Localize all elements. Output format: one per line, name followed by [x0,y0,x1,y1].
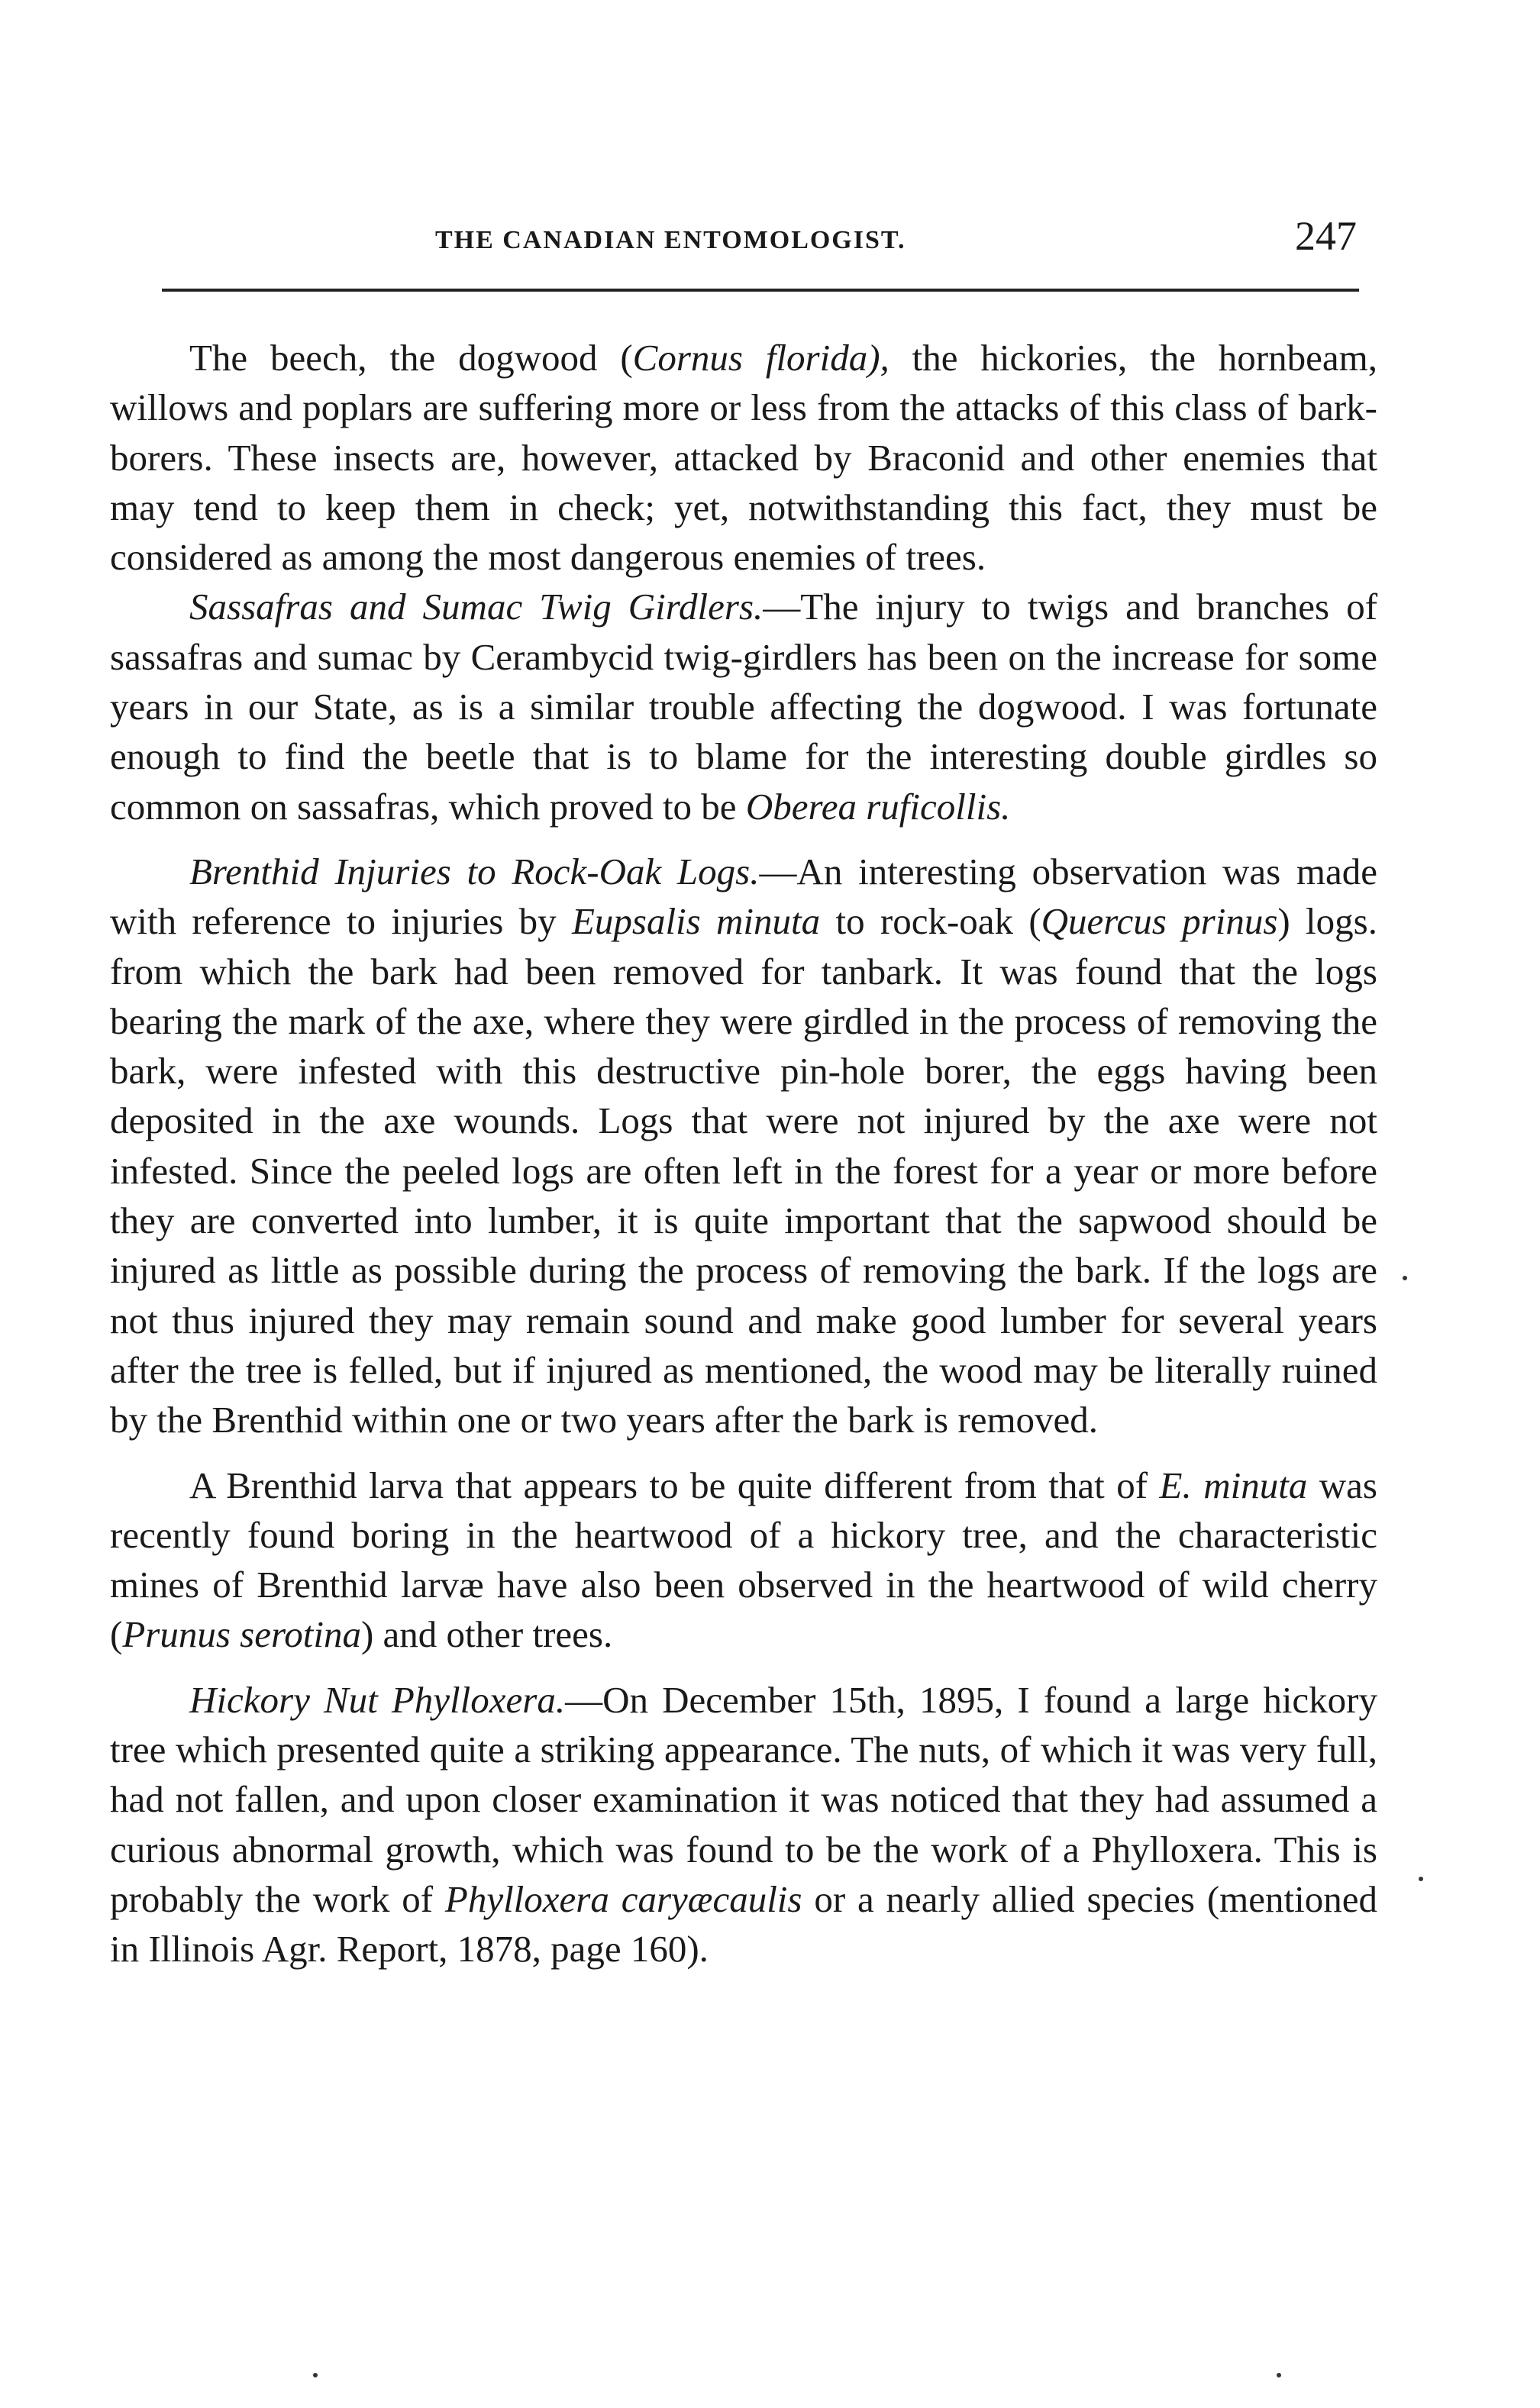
paragraph-twig-girdlers: Sassafras and Sumac Twig Girdlers.—The injury to twigs and branches of sassafras and sumac by Cerambycid twig-girdlers has been on the increase for some years in our State, as is a similar trouble affecting the dogwood. I was fortunate enough to find the beetle that is to blame for the interesting double girdles so common on sassafras, which proved to be Oberea ruficollis. [110,586,1378,828]
section-heading: Brenthid Injuries to Rock-Oak Logs. [189,850,760,893]
header-rule [162,289,1359,292]
page-header [0,205,1540,266]
paragraph-hickory-phylloxera: Hickory Nut Phylloxera.—On December 15th, 1895, I found a large hickory tree which presented quite a striking appearance. The nuts, of which it was very full, had not fallen, and upon closer examination it was noticed that they had assumed a curious abnormal growth, which was found to be the work of a Phylloxera. This is probably the work of Phylloxera caryæcaulis or a nearly allied species (mentioned in Illinois Agr. Report, 1878, page 160). [110,1678,1377,1971]
page-number: 247 [1295,213,1357,259]
paragraph-brenthid-injuries: Brenthid Injuries to Rock-Oak Logs.—An interesting observation was made with reference to injuries by Eupsalis minuta to rock-oak (Quercus prinus) logs. from which the bark had been removed for tanbark. It was found that the logs bearing the mark of the axe, where they were girdled in the process of removing the bark, were infested with this destructive pin-hole borer, the eggs having been deposited in the axe wounds. Logs that were not injured by the axe were not infested. Since the peeled logs are often left in the forest for a year or more before they are converted into lumber, it is quite important that the sapwood should be injured as little as possible during the process of removing the bark. If the logs are not thus injured they may remain sound and make good lumber for several years after the tree is felled, but if injured as mentioned, the wood may be literally ruined by the Brenthid within one or two years after the bark is removed. [110,850,1377,1441]
paragraph-bark-borers: The beech, the dogwood (Cornus florida), the hickories, the hornbeam, willows and poplars are suffering more or less from the attacks of this class of bark-borers. These insects are, however, attacked by Braconid and other enemies that may tend to keep them in check; yet, notwithstanding this fact, they must be considered as among the most dangerous enemies of trees. [110,337,1377,579]
paragraph-brenthid-larva: A Brenthid larva that appears to be quite different from that of E. minuta was recently found boring in the heartwood of a hickory tree, and the characteristic mines of Brenthid larvæ have also been observed in the heartwood of wild cherry (Prunus serotina) and other trees. [110,1464,1378,1656]
scan-speck [1419,1877,1423,1881]
section-heading: Sassafras and Sumac Twig Girdlers. [189,586,764,628]
scan-speck [1403,1276,1407,1280]
section-heading: Hickory Nut Phylloxera. [189,1678,566,1721]
article-body [110,333,1377,1974]
scan-speck [1277,2373,1281,2377]
scan-speck [313,2373,318,2377]
running-head: THE CANADIAN ENTOMOLOGIST. [435,226,906,254]
